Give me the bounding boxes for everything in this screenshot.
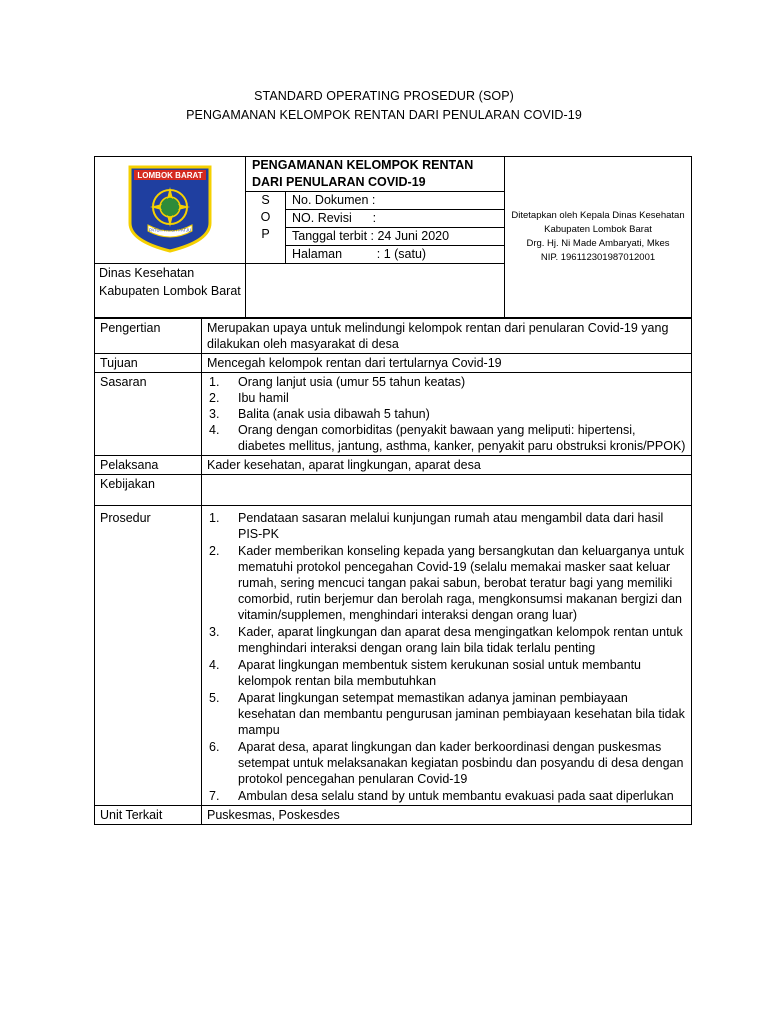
logo-text-bottom: PATUH PATUH PATJU xyxy=(148,227,192,232)
row-sasaran xyxy=(95,373,692,456)
list-item: 4. Aparat lingkungan membentuk sistem kerukunan sosial untuk membantu kelompok rentan bila membutuhkan xyxy=(209,658,641,688)
field-tanggal-terbit: Tanggal terbit : 24 Juni 2020 xyxy=(286,228,505,246)
doc-title-line1: STANDARD OPERATING PROSEDUR (SOP) xyxy=(254,89,514,103)
sop-title: PENGAMANAN KELOMPOK RENTAN DARI PENULARAN COVID-19 xyxy=(246,157,505,192)
list-item: 2. Ibu hamil xyxy=(209,391,289,405)
ditetapkan-line2: Kabupaten Lombok Barat xyxy=(544,224,652,235)
doc-title-line2: PENGAMANAN KELOMPOK RENTAN DARI PENULARAN COVID-19 xyxy=(186,108,582,122)
value-pengertian: Merupakan upaya untuk melindungi kelompok rentan dari penularan Covid-19 yang dilakukan oleh masyarakat di desa xyxy=(202,319,692,354)
label-pelaksana: Pelaksana xyxy=(95,456,202,475)
sop-letter-s: S xyxy=(261,193,270,207)
sop-letters xyxy=(246,192,286,264)
value-unit-terkait: Puskesmas, Poskesdes xyxy=(202,806,692,825)
list-item: 5. Aparat lingkungan setempat memastikan adanya jaminan pembiayaan kesehatan dan membantu pengurusan jaminan pembiayaan kesehatan bila tidak mampu xyxy=(209,691,685,737)
logo-cell xyxy=(95,157,246,264)
value-sasaran xyxy=(202,373,692,456)
list-item: 3. Kader, aparat lingkungan dan aparat desa mengingatkan kelompok rentan untuk menghindari interaksi dengan orang lain bila tidak terlalu penting xyxy=(209,625,683,655)
ditetapkan-block xyxy=(505,157,692,318)
list-item: 6. Aparat desa, aparat lingkungan dan kader berkoordinasi dengan puskesmas setempat untuk melaksanakan kegiatan posbindu dan posyandu di desa dengan protokol pencegahan penularan Covid-19 xyxy=(209,740,684,786)
label-prosedur: Prosedur xyxy=(95,506,202,806)
label-kebijakan: Kebijakan xyxy=(95,475,202,506)
list-item: 7. Ambulan desa selalu stand by untuk membantu evakuasi pada saat diperlukan xyxy=(209,789,674,803)
value-pelaksana: Kader kesehatan, aparat lingkungan, aparat desa xyxy=(202,456,692,475)
sop-body-table xyxy=(94,318,692,825)
list-item: 1. Orang lanjut usia (umur 55 tahun keatas) xyxy=(209,375,466,389)
lombok-barat-logo xyxy=(128,165,212,253)
list-item: 3. Balita (anak usia dibawah 5 tahun) xyxy=(209,407,430,421)
ditetapkan-line1: Ditetapkan oleh Kepala Dinas Kesehatan xyxy=(511,210,685,221)
row-kebijakan xyxy=(95,475,692,506)
org-name: Dinas Kesehatan Kabupaten Lombok Barat xyxy=(95,264,246,318)
sasaran-list xyxy=(207,374,686,454)
value-tujuan: Mencegah kelompok rentan dari tertularnya Covid-19 xyxy=(202,354,692,373)
sop-letter-o: O xyxy=(260,210,271,224)
sop-letter-p: P xyxy=(261,227,270,241)
row-unit-terkait xyxy=(95,806,692,825)
value-kebijakan xyxy=(202,475,692,506)
row-pelaksana xyxy=(95,456,692,475)
ditetapkan-line4: NIP. 196112301987012001 xyxy=(540,252,656,263)
field-no-dokumen: No. Dokumen : xyxy=(286,192,505,210)
list-item: 1. Pendataan sasaran melalui kunjungan rumah atau mengambil data dari hasil PIS-PK xyxy=(209,511,664,541)
prosedur-list xyxy=(207,510,686,804)
ditetapkan-line3: Drg. Hj. Ni Made Ambaryati, Mkes xyxy=(526,238,670,249)
logo-text-top: LOMBOK BARAT xyxy=(137,170,203,180)
list-item: 4. Orang dengan comorbiditas (penyakit bawaan yang meliputi: hipertensi, diabetes mellitus, jantung, asthma, kanker, penyakit paru obstruksi kronis/PPOK) xyxy=(209,423,686,453)
field-no-revisi: NO. Revisi : xyxy=(286,210,505,228)
row-tujuan xyxy=(95,354,692,373)
label-pengertian: Pengertian xyxy=(95,319,202,354)
empty-cell xyxy=(246,264,505,318)
label-tujuan: Tujuan xyxy=(95,354,202,373)
sop-header-table xyxy=(94,156,692,318)
row-pengertian xyxy=(95,319,692,354)
list-item: 2. Kader memberikan konseling kepada yang bersangkutan dan keluarganya untuk mematuhi protokol pencegahan Covid-19 (selalu memakai masker saat keluar rumah, sering mencuci tangan pakai sabun, berobat teratur bagi yang memiliki comorbid, rutin berjemur dan berolah raga, mengkonsumsi makanan bergizi dan vitamin/supplemen, menghindari interaksi dengan orang luar) xyxy=(209,544,685,622)
value-prosedur xyxy=(202,506,692,806)
label-unit-terkait: Unit Terkait xyxy=(95,806,202,825)
field-halaman: Halaman : 1 (satu) xyxy=(286,246,505,264)
row-prosedur xyxy=(95,506,692,806)
label-sasaran: Sasaran xyxy=(95,373,202,456)
